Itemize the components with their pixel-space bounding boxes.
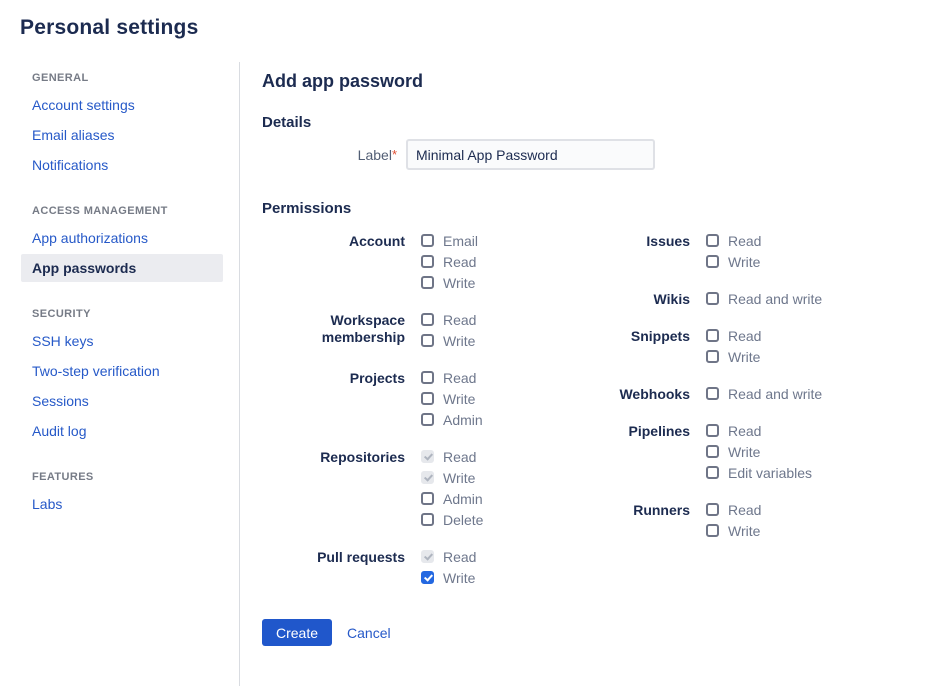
perm-option-issues-write	[706, 251, 902, 272]
perm-group-snippets	[602, 325, 902, 367]
checkbox-label: Write	[728, 522, 761, 539]
perm-group-wikis	[602, 288, 902, 309]
checkbox-label: Write	[443, 332, 476, 349]
perm-option-snippets-read	[706, 325, 902, 346]
perm-group-pipelines	[602, 420, 902, 483]
perm-group-pull-requests-options	[421, 546, 602, 588]
perm-group-repositories-label: Repositories	[320, 449, 405, 465]
sidebar-item-app-passwords[interactable]: App passwords	[21, 254, 223, 282]
checkbox-repositories-write	[421, 471, 434, 484]
sidebar-section-security	[0, 308, 239, 445]
permissions-column-left	[262, 230, 602, 588]
checkbox-account-write[interactable]	[421, 276, 434, 289]
label-field-label	[262, 147, 397, 163]
perm-option-pipelines-write	[706, 441, 902, 462]
content-frame	[0, 62, 936, 686]
perm-option-webhooks-read-write	[706, 383, 902, 404]
sidebar-section-title-security: SECURITY	[32, 308, 91, 320]
perm-group-runners	[602, 499, 902, 541]
checkbox-label: Write	[728, 253, 761, 270]
perm-option-workspace-read	[421, 309, 602, 330]
sidebar-section-title-features: FEATURES	[32, 471, 94, 483]
perm-group-issues	[602, 230, 902, 272]
checkbox-webhooks-read-write[interactable]	[706, 387, 719, 400]
checkbox-label: Admin	[443, 411, 483, 428]
perm-group-pipelines-options	[706, 420, 902, 483]
sidebar-item-email-aliases[interactable]: Email aliases	[32, 127, 115, 143]
page-title: Personal settings	[20, 16, 199, 39]
sidebar-section-general	[0, 72, 239, 179]
checkbox-label: Read	[728, 327, 762, 344]
checkbox-projects-read[interactable]	[421, 371, 434, 384]
perm-option-account-write	[421, 272, 602, 293]
cancel-link[interactable]: Cancel	[347, 624, 391, 641]
sidebar-item-two-step-verification[interactable]: Two-step verification	[32, 363, 160, 379]
perm-group-wikis-options	[706, 288, 902, 309]
perm-group-runners-options	[706, 499, 902, 541]
perm-group-wikis-label: Wikis	[653, 291, 690, 307]
checkbox-projects-admin[interactable]	[421, 413, 434, 426]
checkbox-pipelines-write[interactable]	[706, 445, 719, 458]
sidebar-item-account-settings[interactable]: Account settings	[32, 97, 135, 113]
checkbox-repositories-read	[421, 450, 434, 463]
sidebar-section-features	[0, 471, 239, 518]
perm-group-runners-label: Runners	[633, 502, 690, 518]
page-header	[0, 0, 936, 62]
perm-group-webhooks	[602, 383, 902, 404]
checkbox-repositories-admin[interactable]	[421, 492, 434, 505]
sidebar-section-title-access-management: ACCESS MANAGEMENT	[32, 205, 168, 217]
checkbox-repositories-delete[interactable]	[421, 513, 434, 526]
checkbox-label: Read and write	[728, 290, 823, 307]
sidebar-item-notifications[interactable]: Notifications	[32, 157, 109, 173]
checkbox-label: Write	[443, 469, 476, 486]
perm-option-account-email	[421, 230, 602, 251]
perm-group-account	[262, 230, 602, 293]
checkbox-label: Write	[443, 390, 476, 407]
perm-group-issues-options	[706, 230, 902, 272]
perm-option-projects-read	[421, 367, 602, 388]
checkbox-account-email[interactable]	[421, 234, 434, 247]
sidebar-section-title-general: GENERAL	[32, 72, 89, 84]
perm-group-webhooks-options	[706, 383, 902, 404]
required-asterisk: *	[391, 146, 397, 162]
checkbox-label: Read	[443, 253, 477, 270]
permissions-heading: Permissions	[262, 200, 352, 217]
perm-group-projects	[262, 367, 602, 430]
checkbox-label: Read and write	[728, 385, 823, 402]
checkbox-runners-read[interactable]	[706, 503, 719, 516]
perm-group-workspace-membership	[262, 309, 602, 351]
sidebar-item-labs[interactable]: Labs	[32, 496, 63, 512]
main-panel	[240, 62, 936, 686]
sidebar-item-audit-log[interactable]: Audit log	[32, 423, 87, 439]
create-button[interactable]: Create	[262, 619, 332, 646]
perm-group-pull-requests-label: Pull requests	[317, 549, 405, 565]
checkbox-label: Read	[728, 422, 762, 439]
checkbox-pipelines-edit-variables[interactable]	[706, 466, 719, 479]
perm-option-repositories-write	[421, 467, 602, 488]
sidebar-section-access-management	[0, 205, 239, 282]
checkbox-label: Read	[443, 311, 477, 328]
label-input[interactable]	[406, 139, 655, 170]
perm-group-pull-requests	[262, 546, 602, 588]
perm-option-repositories-admin	[421, 488, 602, 509]
sidebar-item-app-authorizations[interactable]: App authorizations	[32, 230, 148, 246]
sidebar-item-ssh-keys[interactable]: SSH keys	[32, 333, 94, 349]
checkbox-snippets-write[interactable]	[706, 350, 719, 363]
details-heading: Details	[262, 114, 312, 131]
perm-group-pipelines-label: Pipelines	[628, 423, 690, 439]
checkbox-label: Write	[443, 569, 476, 586]
checkbox-label: Edit variables	[728, 464, 813, 481]
perm-option-pull-requests-write	[421, 567, 602, 588]
perm-option-account-read	[421, 251, 602, 272]
perm-option-issues-read	[706, 230, 902, 251]
perm-group-workspace-membership-options	[421, 309, 602, 351]
checkbox-label: Read	[728, 232, 762, 249]
label-field-label-text: Label	[357, 146, 392, 163]
perm-option-runners-write	[706, 520, 902, 541]
perm-option-snippets-write	[706, 346, 902, 367]
perm-group-account-label: Account	[349, 233, 405, 249]
perm-group-account-options	[421, 230, 602, 293]
checkbox-wikis-read-write[interactable]	[706, 292, 719, 305]
perm-group-issues-label: Issues	[646, 233, 690, 249]
checkbox-workspace-read[interactable]	[421, 313, 434, 326]
perm-option-repositories-delete	[421, 509, 602, 530]
checkbox-label: Read	[443, 548, 477, 565]
checkbox-label: Write	[728, 443, 761, 460]
checkbox-issues-write[interactable]	[706, 255, 719, 268]
perm-group-repositories	[262, 446, 602, 530]
perm-option-pull-requests-read	[421, 546, 602, 567]
checkbox-pull-requests-write[interactable]	[421, 571, 434, 584]
perm-option-repositories-read	[421, 446, 602, 467]
perm-group-snippets-label: Snippets	[630, 328, 690, 344]
perm-option-runners-read	[706, 499, 902, 520]
checkbox-label: Read	[728, 501, 762, 518]
perm-option-pipelines-read	[706, 420, 902, 441]
perm-option-workspace-write	[421, 330, 602, 351]
settings-sidebar	[0, 62, 240, 686]
checkbox-label: Admin	[443, 490, 483, 507]
checkbox-label: Write	[728, 348, 761, 365]
perm-group-repositories-options	[421, 446, 602, 530]
perm-group-projects-label: Projects	[349, 370, 405, 386]
checkbox-runners-write[interactable]	[706, 524, 719, 537]
form-title: Add app password	[262, 71, 424, 91]
perm-option-projects-admin	[421, 409, 602, 430]
perm-group-workspace-membership-label: Workspace membership	[321, 312, 405, 345]
perm-option-projects-write	[421, 388, 602, 409]
checkbox-label: Delete	[443, 511, 484, 528]
perm-group-snippets-options	[706, 325, 902, 367]
perm-group-projects-options	[421, 367, 602, 430]
perm-option-wikis-read-write	[706, 288, 902, 309]
checkbox-projects-write[interactable]	[421, 392, 434, 405]
checkbox-pull-requests-read	[421, 550, 434, 563]
perm-group-webhooks-label: Webhooks	[619, 386, 690, 402]
checkbox-snippets-read[interactable]	[706, 329, 719, 342]
checkbox-workspace-write[interactable]	[421, 334, 434, 347]
form-actions	[262, 619, 916, 646]
checkbox-issues-read[interactable]	[706, 234, 719, 247]
sidebar-item-sessions[interactable]: Sessions	[32, 393, 89, 409]
perm-option-pipelines-edit-variables	[706, 462, 902, 483]
permissions-column-right	[602, 230, 902, 588]
checkbox-pipelines-read[interactable]	[706, 424, 719, 437]
checkbox-label: Read	[443, 369, 477, 386]
checkbox-label: Read	[443, 448, 477, 465]
permissions-grid	[262, 230, 916, 588]
checkbox-label: Write	[443, 274, 476, 291]
checkbox-account-read[interactable]	[421, 255, 434, 268]
checkbox-label: Email	[443, 232, 479, 249]
label-field-row	[262, 139, 916, 170]
